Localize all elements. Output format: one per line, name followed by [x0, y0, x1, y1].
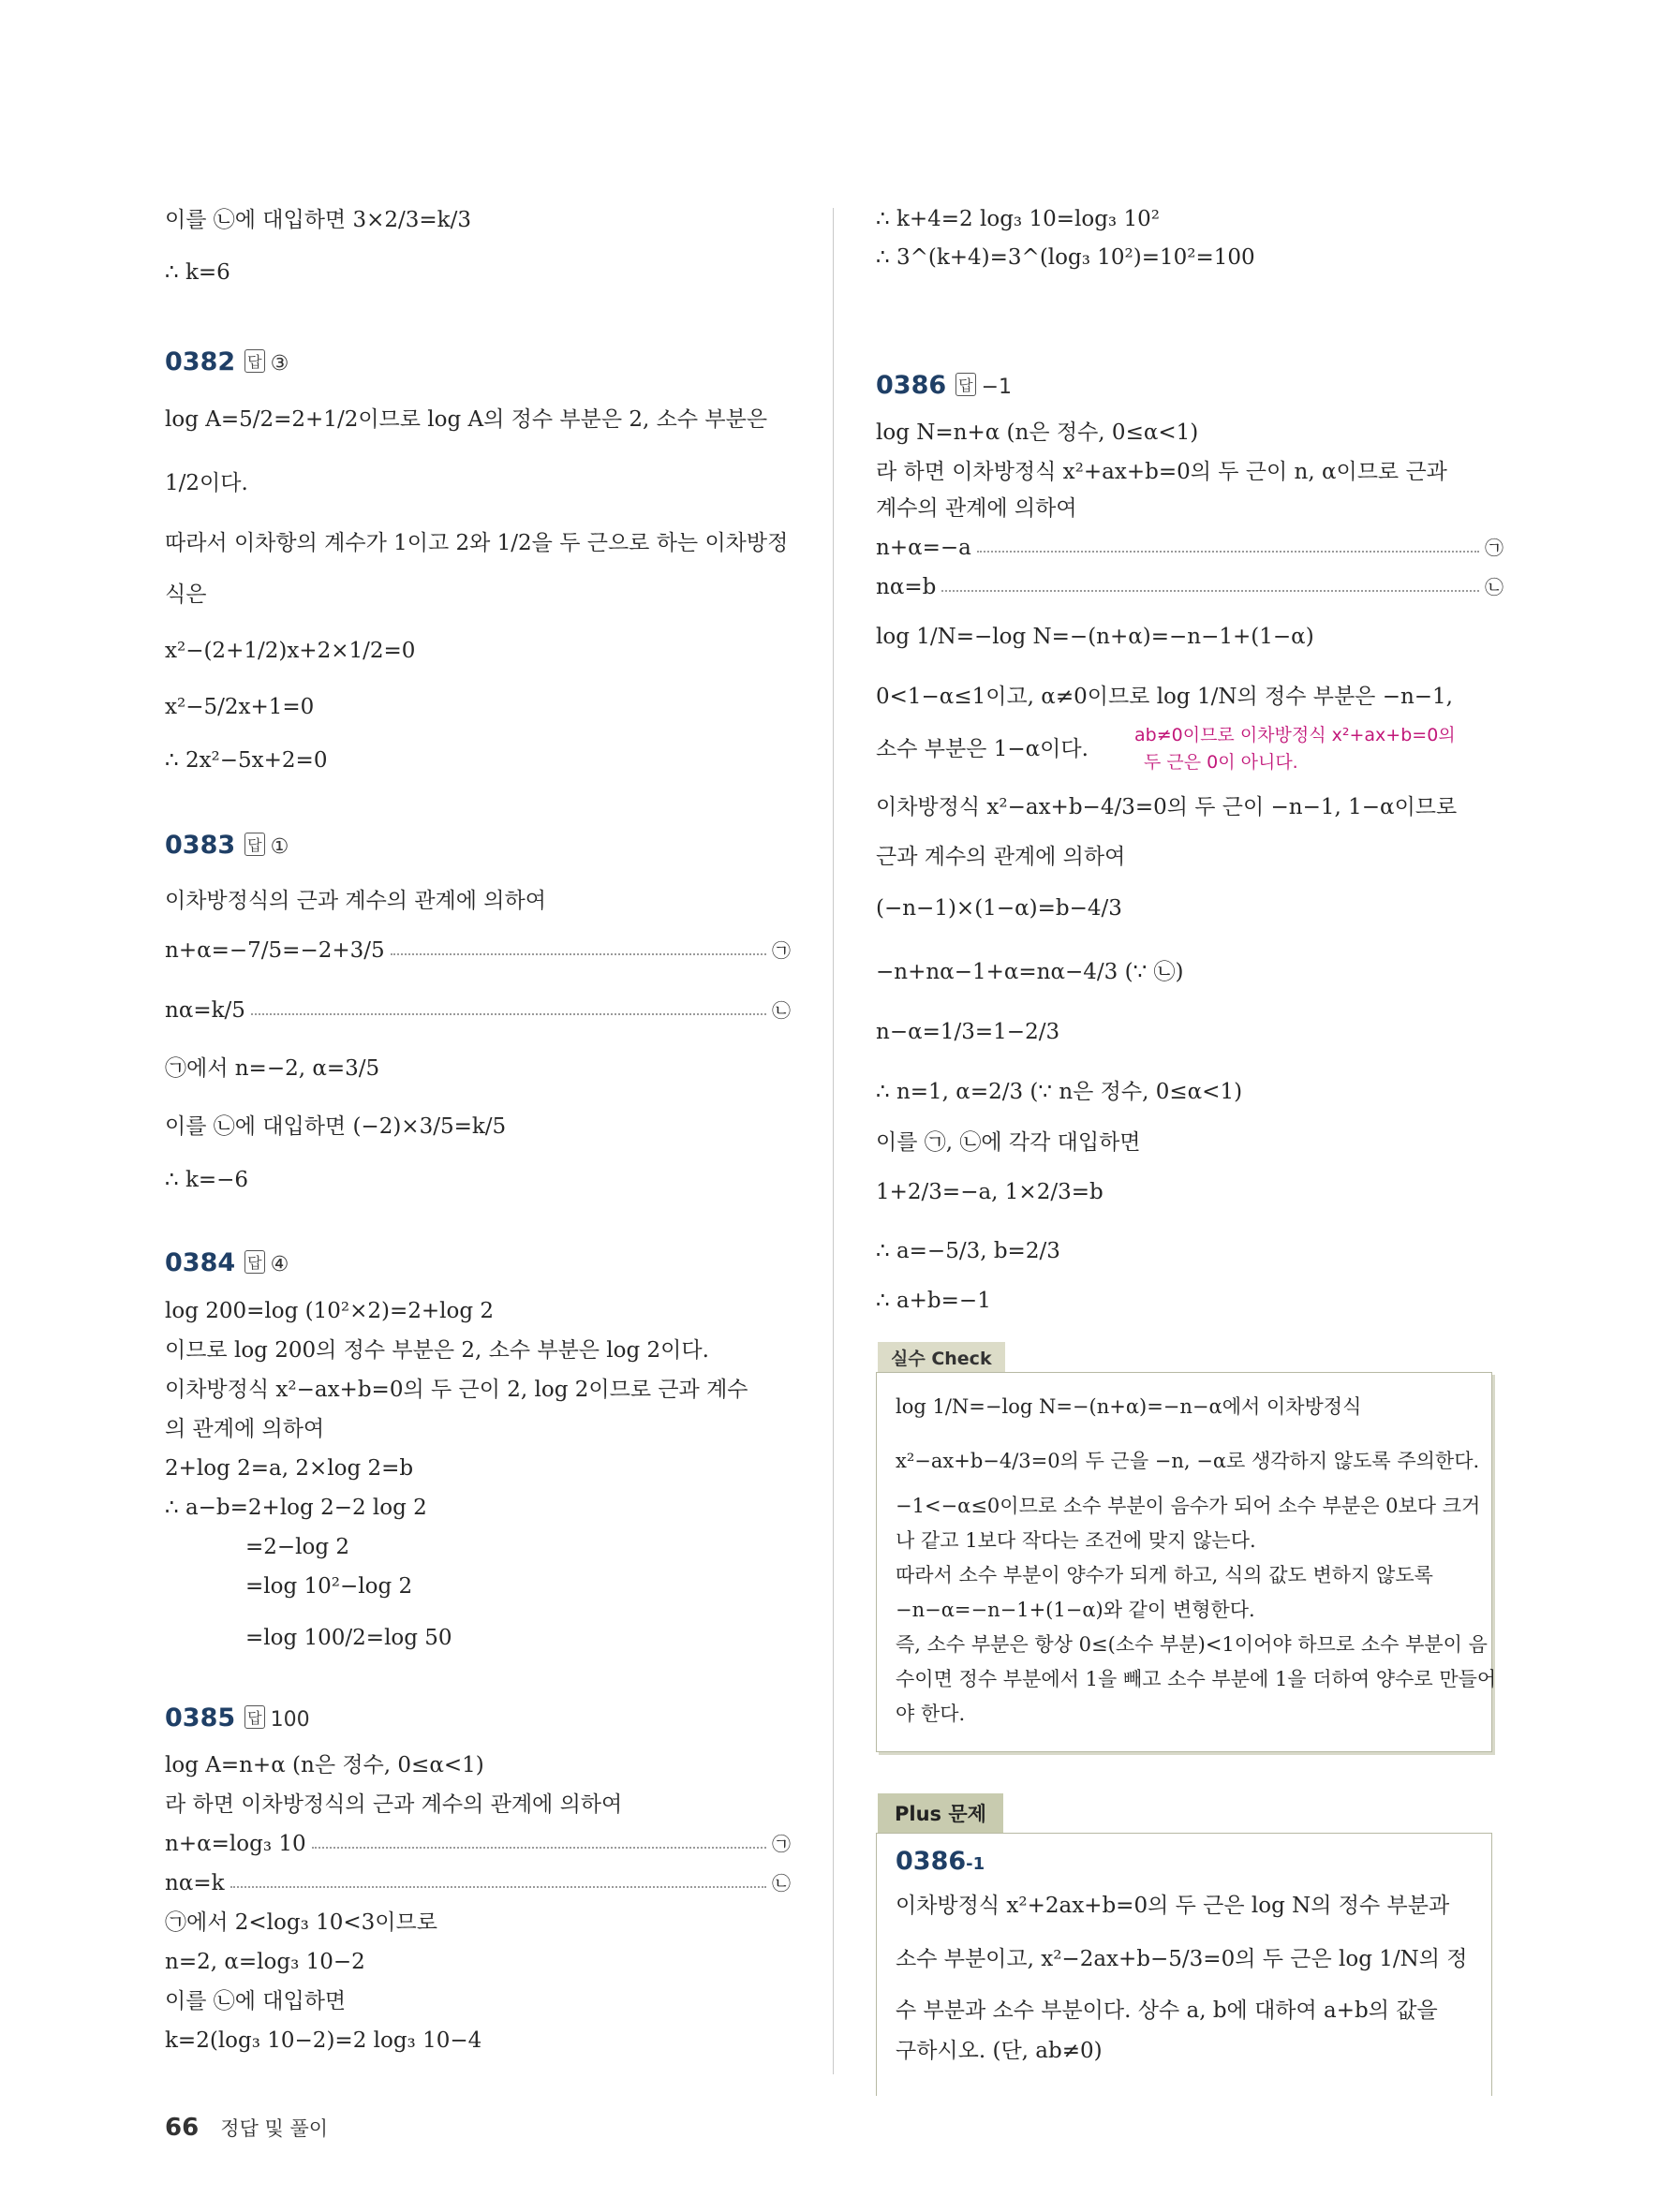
- text-line: log N=n+α (n은 정수, 0≤α<1): [876, 420, 1199, 445]
- plus-problem-number: 0386-1: [896, 1847, 985, 1876]
- text-line: n−α=1/3=1−2/3: [876, 1020, 1060, 1044]
- page-footer: [165, 2114, 328, 2142]
- text-line: −n+nα−1+α=nα−4/3 (∵ ㉡): [876, 960, 1184, 984]
- text-line: 식은: [165, 582, 207, 607]
- text-line: 1+2/3=−a, 1×2/3=b: [876, 1180, 1104, 1204]
- answer-icon: 답: [244, 349, 264, 373]
- text-line: −1<−α≤0이므로 소수 부분이 음수가 되어 소수 부분은 0보다 크거: [896, 1495, 1481, 1517]
- circle-mark: ㉡: [772, 1872, 791, 1895]
- text-line: log 1/N=−log N=−(n+α)=−n−1+(1−α): [876, 625, 1314, 649]
- text-line: ∴ a−b=2+log 2−2 log 2: [165, 1496, 427, 1520]
- text-line: ∴ 3^(k+4)=3^(log₃ 10²)=10²=100: [876, 245, 1255, 270]
- answer-value: −1: [981, 376, 1013, 399]
- equation-row: nα=k ㉡: [165, 1871, 791, 1895]
- text-line: 이차방정식 x²−ax+b−4/3=0의 두 근이 −n−1, 1−α이므로: [876, 795, 1458, 819]
- text-line: 의 관계에 의하여: [165, 1417, 325, 1441]
- mistake-check-tag: 실수 Check: [878, 1342, 1005, 1373]
- text-line: 이차방정식의 근과 계수의 관계에 의하여: [165, 889, 546, 913]
- text-line: 근과 계수의 관계에 의하여: [876, 845, 1126, 869]
- text-line: ∴ 2x²−5x+2=0: [165, 748, 328, 773]
- circle-mark: ㉡: [772, 999, 791, 1022]
- text-line: 계수의 관계에 의하여: [876, 496, 1077, 521]
- text-line: x²−(2+1/2)x+2×1/2=0: [165, 639, 416, 663]
- page-number: 66: [165, 2114, 200, 2142]
- equation-row: n+α=−a ㉠: [876, 536, 1503, 560]
- problem-0384-header: [165, 1248, 289, 1277]
- text-line: log A=n+α (n은 정수, 0≤α<1): [165, 1753, 484, 1777]
- text-line: 따라서 이차항의 계수가 1이고 2와 1/2을 두 근으로 하는 이차방정: [165, 531, 789, 555]
- circle-mark: ㉠: [772, 939, 791, 962]
- text-line: x²−ax+b−4/3=0의 두 근을 −n, −α로 생각하지 않도록 주의한다.: [896, 1450, 1480, 1472]
- answer-icon: 답: [244, 833, 264, 856]
- text-line: n=2, α=log₃ 10−2: [165, 1950, 365, 1974]
- text-line: 1/2이다.: [165, 471, 248, 495]
- text-line: 따라서 소수 부분이 양수가 되게 하고, 식의 값도 변하지 않도록: [896, 1564, 1433, 1586]
- text-line: ∴ a+b=−1: [876, 1289, 991, 1313]
- problem-number: 0383: [165, 831, 236, 860]
- circle-mark: ㉡: [1485, 576, 1503, 598]
- circle-mark: ㉠: [772, 1833, 791, 1855]
- text-line: 이를 ㉡에 대입하면 (−2)×3/5=k/5: [165, 1114, 507, 1139]
- text-line: x²−5/2x+1=0: [165, 695, 315, 719]
- problem-number: 0385: [165, 1703, 236, 1733]
- plus-problem-box: [876, 1833, 1492, 2096]
- text-line: 이므로 log 200의 정수 부분은 2, 소수 부분은 log 2이다.: [165, 1338, 709, 1363]
- text-line: log 200=log (10²×2)=2+log 2: [165, 1299, 495, 1323]
- mistake-check-box: [876, 1372, 1497, 1752]
- problem-0383-header: [165, 831, 289, 860]
- text-line: (−n−1)×(1−α)=b−4/3: [876, 896, 1122, 921]
- text-line: 라 하면 이차방정식 x²+ax+b=0의 두 근이 n, α이므로 근과: [876, 460, 1447, 484]
- text-line: 0<1−α≤1이고, α≠0이므로 log 1/N의 정수 부분은 −n−1,: [876, 685, 1453, 709]
- problem-number: 0382: [165, 347, 236, 376]
- text-line: 2+log 2=a, 2×log 2=b: [165, 1456, 414, 1481]
- text-line: 이를 ㉡에 대입하면 3×2/3=k/3: [165, 208, 471, 232]
- equation-row: nα=k/5 ㉡: [165, 998, 791, 1023]
- side-note: 두 근은 0이 아니다.: [1144, 752, 1298, 773]
- text-line: log A=5/2=2+1/2이므로 log A의 정수 부분은 2, 소수 부분은: [165, 407, 768, 432]
- circle-mark: ㉠: [1485, 537, 1503, 559]
- text-line: 소수 부분은 1−α이다.: [876, 737, 1089, 761]
- text-line: 수 부분과 소수 부분이다. 상수 a, b에 대하여 a+b의 값을: [896, 1998, 1438, 2023]
- answer-icon: 답: [955, 373, 975, 396]
- text-line: ㉠에서 n=−2, α=3/5: [165, 1056, 380, 1081]
- text-line: 소수 부분이고, x²−2ax+b−5/3=0의 두 근은 log 1/N의 정: [896, 1947, 1468, 1971]
- text-line: 즉, 소수 부분은 항상 0≤(소수 부분)<1이어야 하므로 소수 부분이 음: [896, 1633, 1488, 1656]
- text-line: k=2(log₃ 10−2)=2 log₃ 10−4: [165, 2028, 482, 2053]
- footer-title: 정답 및 풀이: [220, 2117, 329, 2140]
- answer-icon: 답: [244, 1705, 264, 1729]
- text-line: 나 같고 1보다 작다는 조건에 맞지 않는다.: [896, 1529, 1256, 1552]
- text-line: 이를 ㉠, ㉡에 각각 대입하면: [876, 1130, 1141, 1155]
- problem-number: 0384: [165, 1248, 236, 1277]
- answer-value: ③: [270, 352, 289, 376]
- text-line: ㉠에서 2<log₃ 10<3이므로: [165, 1910, 437, 1935]
- problem-number: 0386: [876, 371, 947, 400]
- text-line: ∴ k=−6: [165, 1168, 249, 1192]
- equation-row: n+α=log₃ 10 ㉠: [165, 1832, 791, 1856]
- equation-row: nα=b ㉡: [876, 575, 1503, 599]
- problem-0382-header: [165, 347, 289, 376]
- problem-0386-header: [876, 371, 1012, 400]
- text-line: 야 한다.: [896, 1703, 966, 1725]
- text-line: log 1/N=−log N=−(n+α)=−n−α에서 이차방정식: [896, 1395, 1362, 1418]
- text-line: =2−log 2: [245, 1535, 350, 1559]
- text-line: =log 100/2=log 50: [245, 1626, 452, 1650]
- text-line: ∴ k+4=2 log₃ 10=log₃ 10²: [876, 207, 1160, 231]
- text-line: 이를 ㉡에 대입하면: [165, 1989, 347, 2013]
- answer-icon: 답: [244, 1250, 264, 1274]
- text-line: 라 하면 이차방정식의 근과 계수의 관계에 의하여: [165, 1792, 623, 1817]
- text-line: ∴ k=6: [165, 260, 230, 285]
- text-line: =log 10²−log 2: [245, 1574, 413, 1599]
- text-line: 수이면 정수 부분에서 1을 빼고 소수 부분에 1을 더하여 양수로 만들어: [896, 1668, 1497, 1690]
- text-line: 이차방정식 x²−ax+b=0의 두 근이 2, log 2이므로 근과 계수: [165, 1378, 748, 1402]
- answer-value: 100: [270, 1708, 310, 1732]
- text-line: ∴ n=1, α=2/3 (∵ n은 정수, 0≤α<1): [876, 1080, 1243, 1104]
- text-line: ∴ a=−5/3, b=2/3: [876, 1239, 1060, 1263]
- plus-problem-tag: Plus 문제: [878, 1793, 1003, 1833]
- answer-value: ①: [270, 835, 289, 859]
- text-line: 이차방정식 x²+2ax+b=0의 두 근은 log N의 정수 부분과: [896, 1894, 1450, 1918]
- problem-0385-header: [165, 1703, 310, 1733]
- side-note: ab≠0이므로 이차방정식 x²+ax+b=0의: [1134, 725, 1456, 745]
- text-line: −n−α=−n−1+(1−α)와 같이 변형한다.: [896, 1599, 1255, 1621]
- answer-value: ④: [270, 1253, 289, 1276]
- column-divider: [833, 208, 834, 2074]
- text-line: 구하시오. (단, ab≠0): [896, 2039, 1103, 2063]
- equation-row: n+α=−7/5=−2+3/5 ㉠: [165, 938, 791, 963]
